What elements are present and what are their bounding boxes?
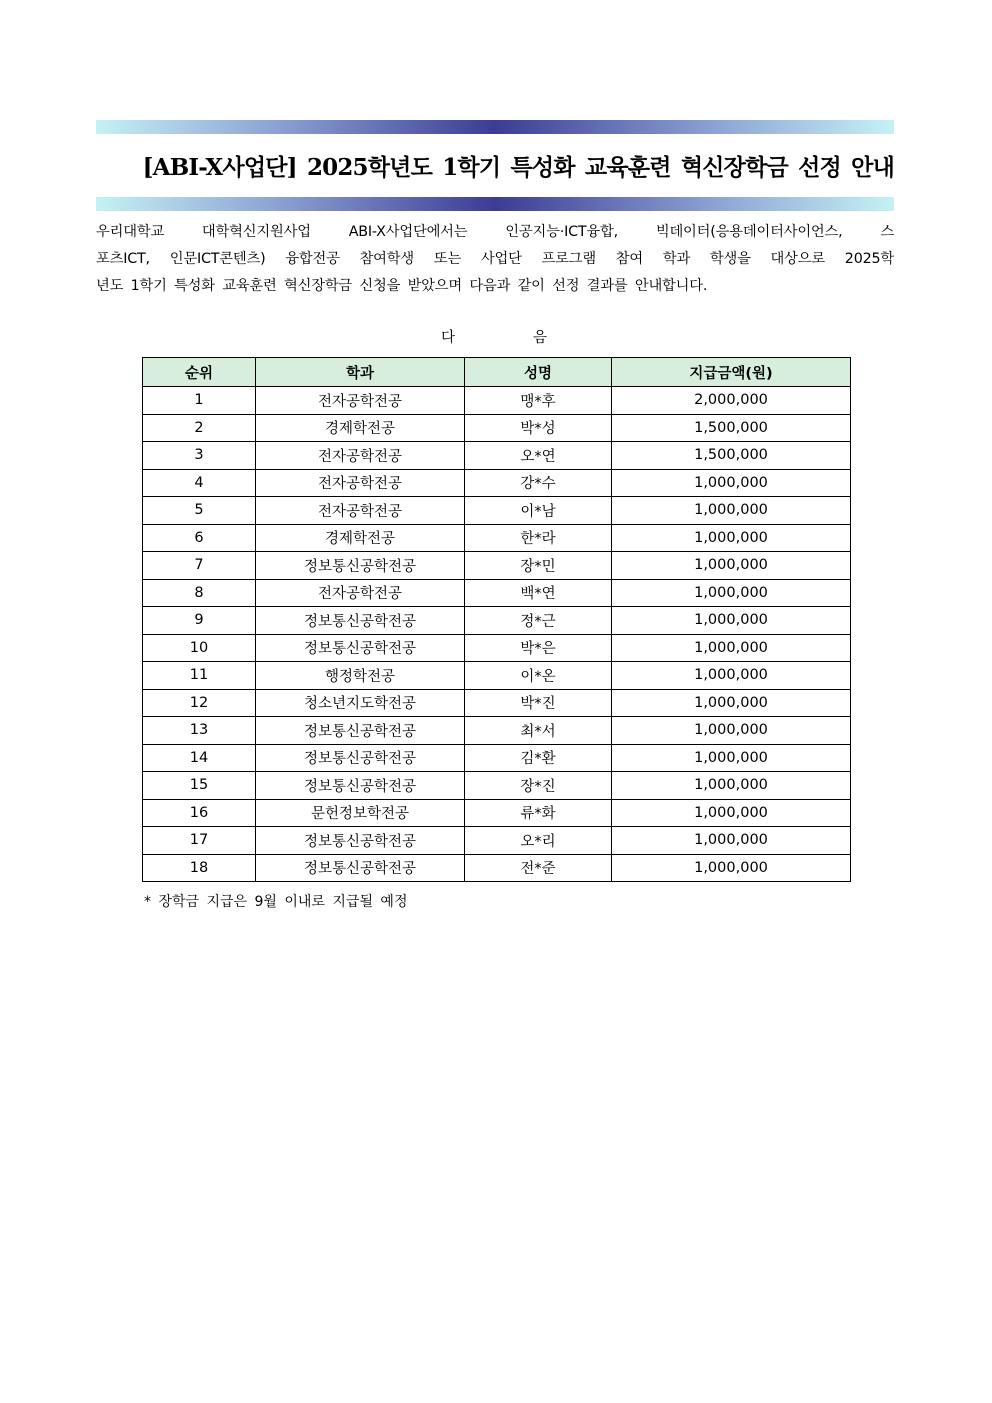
intro-line: 포츠ICT, 인문ICT콘텐츠) 융합전공 참여학생 또는 사업단 프로그램 참여 학과 학생을 대상으로 2025학 [96, 251, 894, 267]
department-cell: 경제학전공 [256, 524, 465, 552]
name-cell: 오*연 [465, 442, 612, 470]
rank-cell: 11 [143, 662, 256, 690]
rank-cell: 5 [143, 497, 256, 525]
header-name: 성명 [465, 358, 612, 387]
name-cell: 김*환 [465, 744, 612, 772]
name-cell: 박*성 [465, 414, 612, 442]
table-row [143, 772, 851, 800]
table-row [143, 497, 851, 525]
name-cell: 정*근 [465, 607, 612, 635]
rank-cell: 10 [143, 634, 256, 662]
amount-cell: 1,000,000 [612, 854, 851, 882]
department-cell: 경제학전공 [256, 414, 465, 442]
rank-cell: 6 [143, 524, 256, 552]
bottom-gradient-bar [96, 197, 894, 211]
name-cell: 이*온 [465, 662, 612, 690]
table-row [143, 634, 851, 662]
rank-cell: 2 [143, 414, 256, 442]
notice-heading-right: 음 [533, 330, 548, 346]
name-cell: 전*준 [465, 854, 612, 882]
name-cell: 장*진 [465, 772, 612, 800]
amount-cell: 2,000,000 [612, 387, 851, 415]
table-row [143, 524, 851, 552]
table-row [143, 662, 851, 690]
rank-cell: 7 [143, 552, 256, 580]
rank-cell: 3 [143, 442, 256, 470]
amount-cell: 1,000,000 [612, 607, 851, 635]
amount-cell: 1,000,000 [612, 497, 851, 525]
table-row [143, 442, 851, 470]
table-row [143, 579, 851, 607]
amount-cell: 1,000,000 [612, 552, 851, 580]
notice-heading [441, 328, 547, 348]
scholarship-result-table [142, 357, 851, 882]
table-row [143, 552, 851, 580]
rank-cell: 18 [143, 854, 256, 882]
department-cell: 전자공학전공 [256, 497, 465, 525]
name-cell: 장*민 [465, 552, 612, 580]
department-cell: 정보통신공학전공 [256, 552, 465, 580]
department-cell: 정보통신공학전공 [256, 854, 465, 882]
amount-cell: 1,000,000 [612, 689, 851, 717]
document-title: [ABI-X사업단] 2025학년도 1학기 특성화 교육훈련 혁신장학금 선정 안내 [142, 154, 894, 181]
rank-cell: 12 [143, 689, 256, 717]
rank-cell: 13 [143, 717, 256, 745]
rank-cell: 17 [143, 827, 256, 855]
department-cell: 전자공학전공 [256, 387, 465, 415]
intro-line: 우리대학교 대학혁신지원사업 ABI-X사업단에서는 인공지능·ICT융합, 빅데이터(응용데이터사이언스, 스 [96, 224, 894, 240]
rank-cell: 4 [143, 469, 256, 497]
amount-cell: 1,000,000 [612, 524, 851, 552]
department-cell: 정보통신공학전공 [256, 827, 465, 855]
rank-cell: 8 [143, 579, 256, 607]
amount-cell: 1,000,000 [612, 717, 851, 745]
rank-cell: 16 [143, 799, 256, 827]
amount-cell: 1,500,000 [612, 414, 851, 442]
department-cell: 청소년지도학전공 [256, 689, 465, 717]
department-cell: 정보통신공학전공 [256, 772, 465, 800]
name-cell: 강*수 [465, 469, 612, 497]
amount-cell: 1,000,000 [612, 772, 851, 800]
rank-cell: 14 [143, 744, 256, 772]
table-row [143, 799, 851, 827]
department-cell: 행정학전공 [256, 662, 465, 690]
table-body [143, 387, 851, 882]
amount-cell: 1,000,000 [612, 634, 851, 662]
header-department: 학과 [256, 358, 465, 387]
amount-cell: 1,000,000 [612, 469, 851, 497]
table-row [143, 827, 851, 855]
table-row [143, 689, 851, 717]
header-rank: 순위 [143, 358, 256, 387]
name-cell: 맹*후 [465, 387, 612, 415]
amount-cell: 1,500,000 [612, 442, 851, 470]
table-row [143, 607, 851, 635]
rank-cell: 15 [143, 772, 256, 800]
name-cell: 박*진 [465, 689, 612, 717]
department-cell: 정보통신공학전공 [256, 744, 465, 772]
name-cell: 최*서 [465, 717, 612, 745]
rank-cell: 1 [143, 387, 256, 415]
top-gradient-bar [96, 120, 894, 134]
table-row [143, 387, 851, 415]
department-cell: 정보통신공학전공 [256, 717, 465, 745]
footnote: * 장학금 지급은 9월 이내로 지급될 예정 [144, 894, 408, 910]
name-cell: 오*리 [465, 827, 612, 855]
notice-heading-left: 다 [441, 330, 456, 346]
amount-cell: 1,000,000 [612, 827, 851, 855]
header-amount: 지급금액(원) [612, 358, 851, 387]
amount-cell: 1,000,000 [612, 799, 851, 827]
name-cell: 한*라 [465, 524, 612, 552]
amount-cell: 1,000,000 [612, 579, 851, 607]
amount-cell: 1,000,000 [612, 662, 851, 690]
amount-cell: 1,000,000 [612, 744, 851, 772]
table-row [143, 717, 851, 745]
table-row [143, 469, 851, 497]
table-header-row [143, 358, 851, 387]
name-cell: 이*남 [465, 497, 612, 525]
department-cell: 정보통신공학전공 [256, 634, 465, 662]
department-cell: 문헌정보학전공 [256, 799, 465, 827]
table-row [143, 414, 851, 442]
table-row [143, 744, 851, 772]
name-cell: 박*은 [465, 634, 612, 662]
rank-cell: 9 [143, 607, 256, 635]
intro-line: 년도 1학기 특성화 교육훈련 혁신장학금 신청을 받았으며 다음과 같이 선정 결과를 안내합니다. [96, 278, 708, 294]
department-cell: 정보통신공학전공 [256, 607, 465, 635]
name-cell: 류*화 [465, 799, 612, 827]
department-cell: 전자공학전공 [256, 469, 465, 497]
intro-paragraph [96, 219, 894, 300]
department-cell: 전자공학전공 [256, 442, 465, 470]
department-cell: 전자공학전공 [256, 579, 465, 607]
table-row [143, 854, 851, 882]
name-cell: 백*연 [465, 579, 612, 607]
